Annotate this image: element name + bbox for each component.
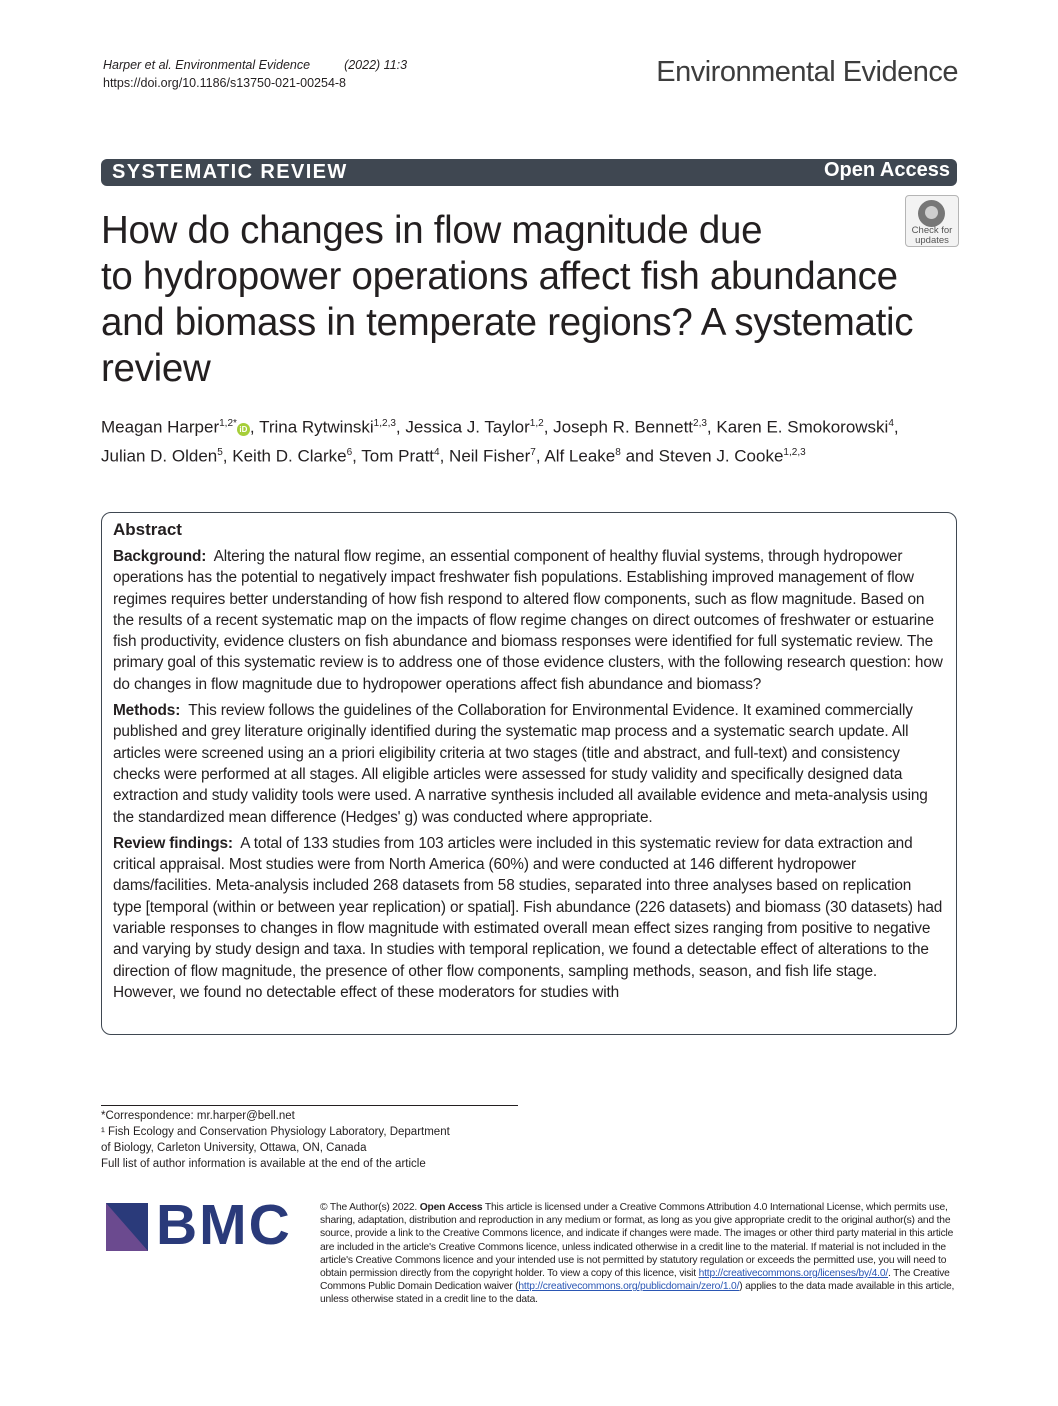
author-name: Meagan Harper (101, 417, 220, 437)
author-name: Trina Rytwinski (259, 417, 374, 437)
journal-name: Environmental Evidence (656, 56, 958, 88)
author-list: Meagan Harper$^{1,2*}$iD , Trina Rytwinski$^{1,2,3}$, Jessica J. Taylor$^{1,2}$, Joseph R. Bennett$^{2,3}$, Karen E. Smokorowski$^4$, Julian D. Olden$^5$, Keith D. Clarke$^6$, Tom Pratt$^4$, Neil Fisher$^7$, Alf Leake$^8$ and Steven J. Cooke$^{1,2,3}$ (101, 417, 899, 466)
open-access-label: Open Access (824, 159, 950, 181)
abstract-box (101, 512, 957, 1035)
author-name: Keith D. Clarke (232, 446, 347, 466)
author-name: Julian D. Olden (101, 446, 218, 466)
author-affiliation: 1,2,3 (373, 418, 396, 429)
citation-journal: Harper et al. Environmental Evidence (103, 58, 311, 72)
license-link[interactable]: http://creativecommons.org/licenses/by/4.0/ (698, 1268, 889, 1280)
abstract-background: Background: Altering the natural flow regime, an essential component of healthy fluvial systems, through hydropower operations has the potential to negatively impact freshwater fish populations. Establishing improved management of flow regimes requires better understanding of how fish respond to altered flow components, such as flow magnitude. Based on the results of a recent systematic map on the impacts of flow regime changes on direct outcomes of freshwater or estuarine fish productivity, evidence clusters on fish abundance and biomass responses were identified for full systematic review. The primary goal of this systematic review is to address one of those evidence clusters, with the following research question: how do changes in flow magnitude due to hydropower operations affect fish abundance and biomass? (113, 548, 943, 693)
bmc-logo (101, 1193, 296, 1257)
license-text: © The Author(s) 2022. Open Access This article is licensed under a Creative Commons Attribution 4.0 International License, which permits use, sharing, adaptation, distribution and reproduction in any medium or format, as long as you give appropriate credit to the original author(s) and the source, provide a link to the Creative Commons licence, and indicate if changes were made. The images or other third party material in this article are included in the article's Creative Commons licence, unless indicated otherwise in a credit line to the material. If material is not included in the article's Creative Commons licence and your intended use is not permitted by statutory regulation or exceeds the permitted use, you will need to obtain permission directly from the copyright holder. To view a copy of this licence, visit http://creativecommons.org/licenses/by/4.0/. The Creative Commons Public Domain Dedication waiver (http://creativecommons.org/publicdomain/zero/1.0/) applies to the data made available in this article, unless otherwise stated in a credit line to the data. (320, 1202, 955, 1306)
author-name: Joseph R. Bennett (553, 417, 694, 437)
bmc-logo-mark-icon (106, 1203, 148, 1251)
article-type-banner (101, 159, 957, 186)
author-name: Neil Fisher (449, 446, 531, 466)
public-domain-link[interactable]: http://creativecommons.org/publicdomain/zero/1.0/ (518, 1281, 740, 1293)
footnote-divider (101, 1105, 518, 1106)
article-type-label: SYSTEMATIC REVIEW (112, 161, 348, 183)
doi-link[interactable]: https://doi.org/10.1186/s13750-021-00254-8 (103, 76, 347, 90)
affiliation-note: of Biology, Carleton University, Ottawa, ON, Canada (101, 1142, 367, 1154)
author-name: Jessica J. Taylor (405, 417, 530, 437)
author-affiliation: 6 (346, 446, 353, 458)
affiliation-note: ¹ Fish Ecology and Conservation Physiology Laboratory, Department (101, 1126, 450, 1138)
author-affiliation: 2,3 (693, 418, 707, 429)
check-for-updates-badge[interactable] (905, 195, 959, 247)
author-affiliation: 8 (615, 446, 621, 458)
bmc-logo-text: BMC (156, 1193, 292, 1257)
author-affiliation: 7 (530, 446, 536, 458)
author-affiliation: 4 (888, 418, 894, 429)
author-affiliation: 5 (217, 446, 223, 458)
author-affiliation: 4 (434, 446, 440, 458)
citation-header (103, 56, 407, 92)
author-name: Karen E. Smokorowski (716, 417, 889, 437)
abstract-heading: Abstract (113, 520, 182, 539)
abstract-methods: Methods: This review follows the guidelines of the Collaboration for Environmental Evidence. It examined commercially published and grey literature originally identified during the systematic map process and a systematic search update. All articles were screened using an a priori eligibility criteria at two stages (title and abstract, and full-text) and consistency checks were performed at all stages. All eligible articles were assessed for study validity and specifically designed data extraction and study validity tools were used. A narrative synthesis included all available evidence and meta-analysis using the standardized mean difference (Hedges' g) was conducted where appropriate. (113, 702, 928, 826)
article-title (101, 208, 961, 392)
title-line: review (101, 347, 211, 390)
author-affiliation: 1,2 (529, 418, 544, 429)
title-line: to hydropower operations affect fish abundance (101, 255, 898, 298)
title-line: and biomass in temperate regions? A systematic (101, 301, 914, 344)
citation-year: (2022) 11:3 (344, 58, 408, 72)
author-name: Tom Pratt (361, 446, 435, 466)
footnotes (101, 1108, 521, 1172)
abstract-body (113, 546, 943, 1008)
author-name: Alf Leake (544, 446, 616, 466)
author-affiliation: 1,2,3 (783, 446, 806, 458)
author-info-note: Full list of author information is available at the end of the article (101, 1158, 426, 1170)
author-affiliation: 1,2* (219, 418, 237, 429)
check-updates-text: Check for updates (911, 225, 953, 246)
author-name: Steven J. Cooke (658, 446, 784, 466)
title-line: How do changes in flow magnitude due (101, 209, 763, 252)
update-icon (918, 200, 945, 227)
correspondence-note: *Correspondence: mr.harper@bell.net (101, 1110, 295, 1122)
abstract-findings: Review findings: A total of 133 studies from 103 articles were included in this systematic review for data extraction and critical appraisal. Most studies were from North America (60%) and were conducted at 146 different hydropower dams/facilities. Meta-analysis included 268 datasets from 58 studies, separated into three analyses based on replication type [temporal (within or between year replication) or spatial]. Fish abundance (226 datasets) and biomass (30 datasets) had variable responses to changes in flow magnitude with estimated overall mean effect sizes ranging from positive to negative and varying by study design and taxa. In studies with temporal replication, we found a detectable effect of alterations to the direction of flow magnitude, the presence of other flow components, sampling methods, season, and fish life stage. However, we found no detectable effect of these moderators for studies with (113, 834, 943, 1001)
orcid-icon[interactable]: iD (237, 423, 250, 436)
